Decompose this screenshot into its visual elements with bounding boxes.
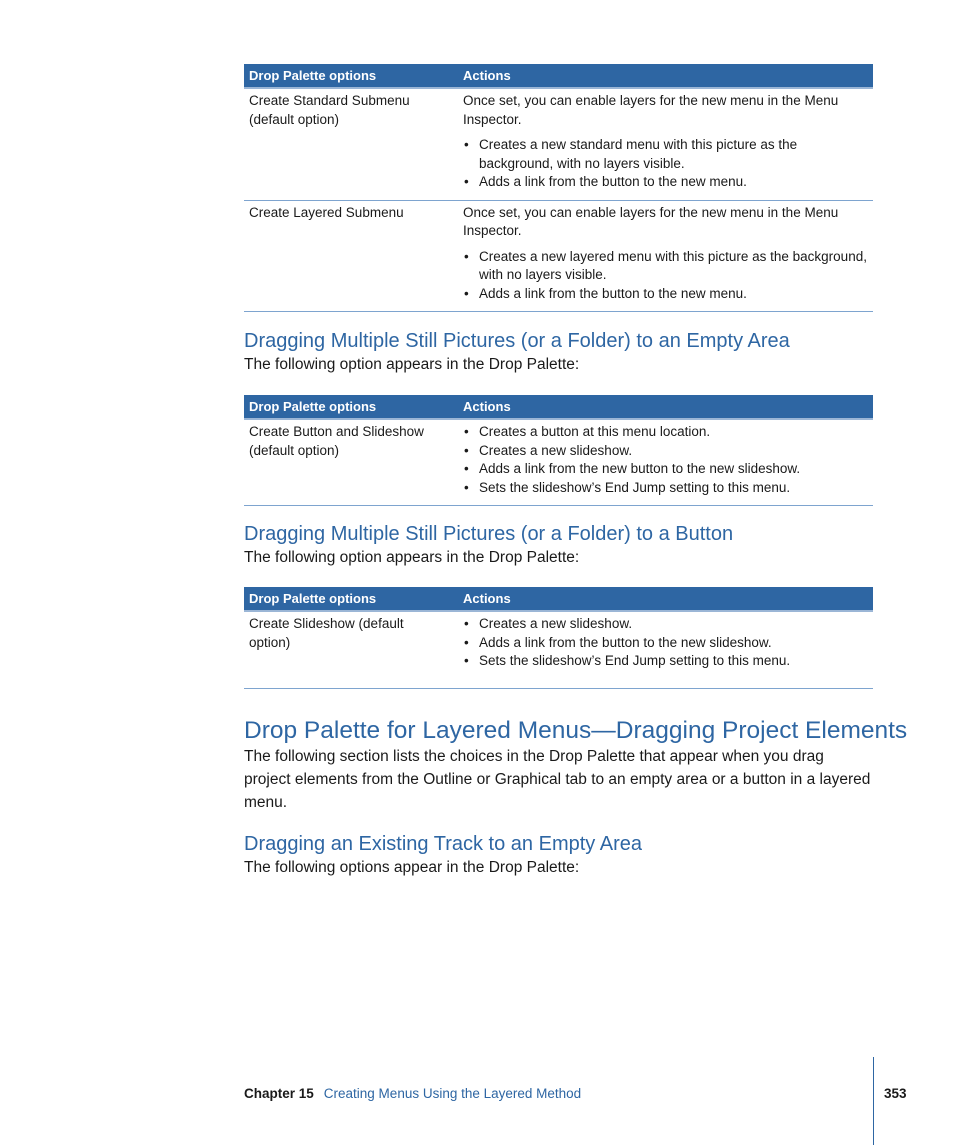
header-actions: Actions	[454, 395, 873, 419]
list-item: • Adds a link from the button to the new slideshow.	[464, 634, 772, 650]
table-header-row	[244, 587, 873, 611]
footer-chapter: Chapter 15	[244, 1086, 314, 1101]
actions-cell	[454, 419, 873, 506]
list-item: • Creates a new layered menu with this picture as the background, with no layers visible.	[464, 248, 867, 282]
table-row	[244, 611, 873, 688]
section-intro: The following options appear in the Drop Palette:	[244, 859, 580, 876]
section-existing-track	[244, 832, 873, 879]
list-item: • Sets the slideshow’s End Jump setting to this menu.	[464, 479, 791, 495]
actions-cell	[454, 88, 873, 200]
page-number: 353	[884, 1086, 907, 1101]
list-item: • Sets the slideshow’s End Jump setting to this menu.	[464, 653, 791, 668]
table-header-row	[244, 64, 873, 88]
drop-palette-table	[244, 587, 873, 689]
table-row	[244, 88, 873, 200]
actions-cell	[454, 200, 873, 312]
table-standard-layered-submenu	[244, 64, 873, 312]
table-header-row	[244, 395, 873, 419]
list-item: • Adds a link from the new button to the new slideshow.	[464, 461, 801, 476]
section-heading: Dragging an Existing Track to an Empty Area	[244, 833, 642, 855]
section-heading: Dragging Multiple Still Pictures (or a Folder) to an Empty Area	[244, 330, 790, 352]
list-item: • Creates a new slideshow.	[464, 616, 633, 631]
section-to-button	[244, 522, 873, 569]
option-cell: Create Layered Submenu	[244, 200, 454, 312]
list-item: • Creates a button at this menu location.	[464, 424, 711, 439]
option-cell: Create Button and Slideshow (default option)	[244, 419, 454, 506]
action-paragraph: Once set, you can enable layers for the new menu in the Menu Inspector.	[463, 93, 839, 127]
table-row	[244, 200, 873, 312]
header-drop-palette-options: Drop Palette options	[244, 395, 454, 419]
header-actions: Actions	[454, 64, 873, 88]
list-item: • Creates a new standard menu with this picture as the background, with no layers visible.	[464, 137, 798, 171]
actions-cell	[454, 611, 873, 688]
list-item: • Creates a new slideshow.	[464, 442, 633, 458]
page-footer	[244, 1086, 581, 1101]
section-layered-menus	[244, 717, 908, 814]
table-row	[244, 419, 873, 506]
section-intro: The following option appears in the Drop Palette:	[244, 356, 580, 373]
footer-chapter-title: Creating Menus Using the Layered Method	[323, 1086, 582, 1101]
option-cell: Create Slideshow (default option)	[244, 611, 454, 688]
action-paragraph: Once set, you can enable layers for the new menu in the Menu Inspector.	[463, 204, 839, 238]
section-heading: Dragging Multiple Still Pictures (or a Folder) to a Button	[244, 523, 734, 545]
header-drop-palette-options: Drop Palette options	[244, 587, 454, 611]
list-item: • Adds a link from the button to the new menu.	[464, 285, 747, 301]
header-actions: Actions	[454, 587, 873, 611]
section-empty-area	[244, 329, 873, 376]
list-item: • Adds a link from the button to the new menu.	[464, 174, 747, 189]
table-slideshow	[244, 587, 873, 689]
section-intro: The following option appears in the Drop Palette:	[244, 549, 580, 566]
drop-palette-table	[244, 395, 873, 506]
table-button-slideshow	[244, 395, 873, 506]
footer-divider	[873, 1057, 874, 1145]
section-title: Drop Palette for Layered Menus—Dragging Project Elements	[244, 717, 908, 744]
section-body: The following section lists the choices in the Drop Palette that appear when you drag project elements from the Outline or Graphical tab to an empty area or a button in a layered menu.	[244, 748, 871, 811]
header-drop-palette-options: Drop Palette options	[244, 64, 454, 88]
drop-palette-table	[244, 64, 873, 312]
option-cell: Create Standard Submenu (default option)	[244, 88, 454, 200]
